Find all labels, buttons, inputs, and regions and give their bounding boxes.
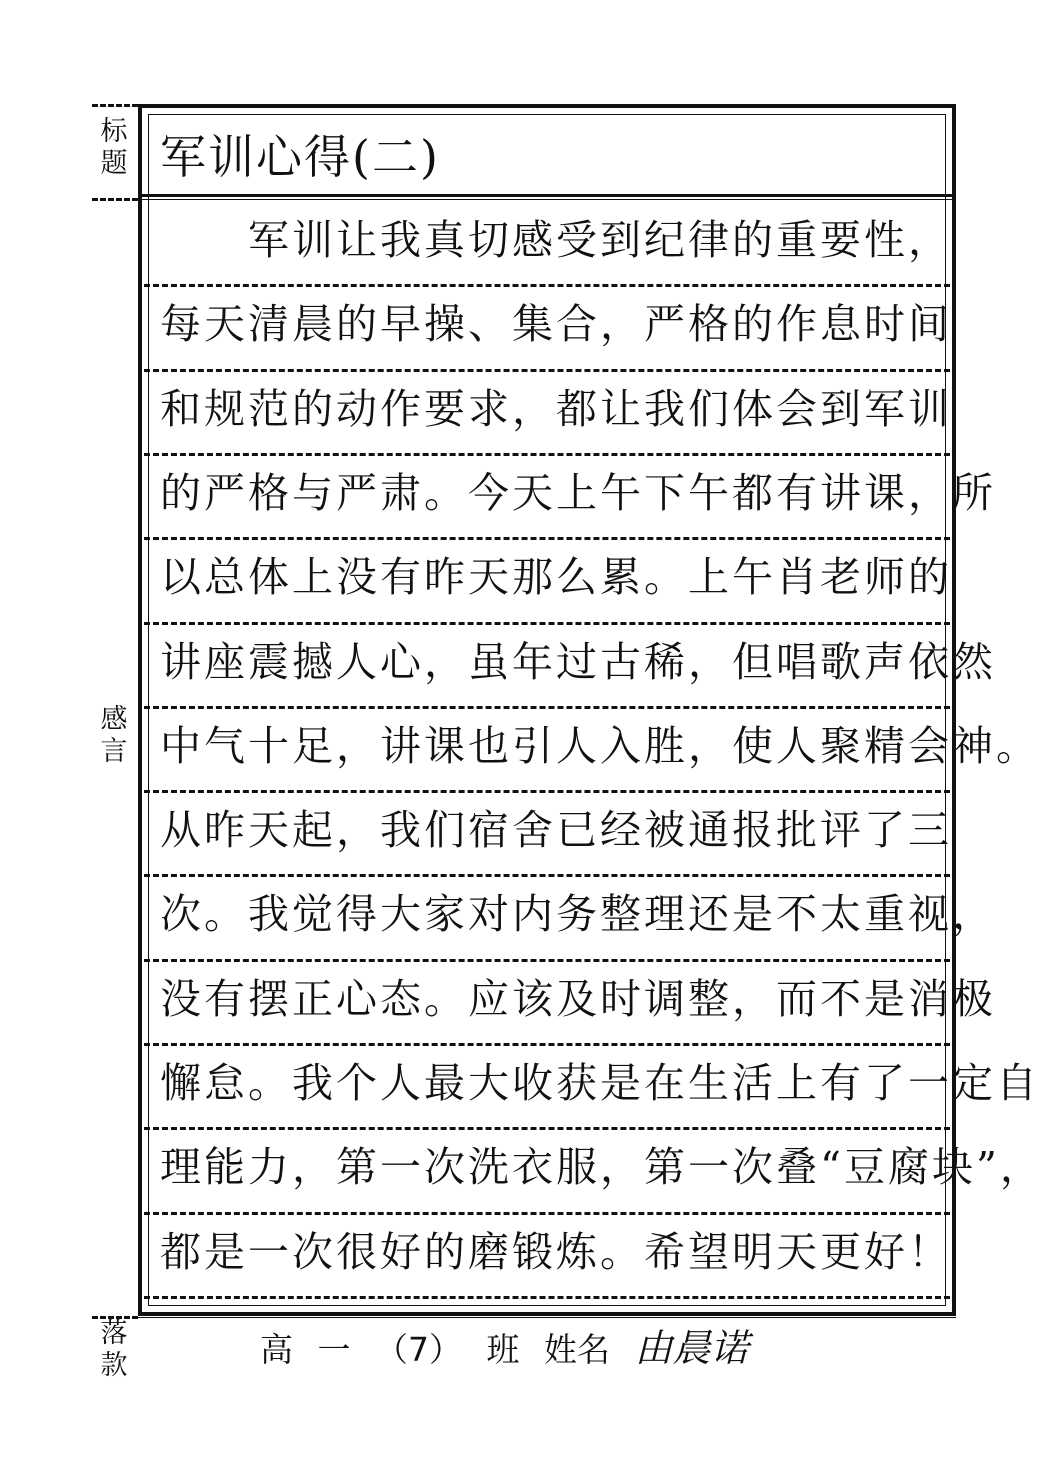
ruled-dash-line <box>144 537 950 540</box>
grade-text: 高 <box>260 1330 293 1369</box>
ruled-dash-line <box>144 1296 950 1299</box>
signature-row <box>260 1316 763 1380</box>
body-line: 中气十足，讲课也引人入胜，使人聚精会神。 <box>160 721 1040 770</box>
class-label-text: 班 <box>486 1330 520 1369</box>
body-line: 以总体上没有昨天那么累。上午肖老师的 <box>160 553 952 602</box>
title-divider <box>138 194 956 200</box>
margin-dash <box>92 104 138 107</box>
signature-section-label: 落 款 <box>100 1318 128 1381</box>
body-line: 理能力，第一次洗衣服，第一次叠“豆腐块”， <box>160 1143 1044 1192</box>
body-line: 每天清晨的早操、集合，严格的作息时间 <box>160 300 952 349</box>
body-line: 懈怠。我个人最大收获是在生活上有了一定自 <box>160 1059 1040 1107</box>
body-line: 没有摆正心态。应该及时调整，而不是消极 <box>160 974 996 1023</box>
body-line: 次。我觉得大家对内务整理还是不太重视， <box>160 890 996 939</box>
body-line: 都是一次很好的磨锻炼。希望明天更好！ <box>160 1227 952 1276</box>
ruled-dash-line <box>144 1043 950 1046</box>
title-section-label: 标 题 <box>100 116 128 179</box>
body-line: 军训让我真切感受到纪律的重要性， <box>160 216 952 264</box>
body-line: 的严格与严肃。今天上午下午都有讲课，所 <box>160 468 996 517</box>
ruled-dash-line <box>144 284 950 287</box>
essay-title: 军训心得(二) <box>160 130 440 184</box>
ruled-dash-line <box>144 790 950 793</box>
ruled-dash-line <box>144 959 950 962</box>
body-line: 从昨天起，我们宿舍已经被通报批评了三 <box>160 806 952 855</box>
name-label-text: 姓名 <box>544 1330 610 1369</box>
ruled-dash-line <box>144 874 950 877</box>
ruled-dash-line <box>144 706 950 709</box>
ruled-dash-line <box>144 622 950 625</box>
ruled-dash-line <box>144 453 950 456</box>
margin-dash <box>92 198 138 201</box>
ruled-dash-line <box>144 1212 950 1215</box>
body-line: 讲座震撼人心，虽年过古稀，但唱歌声依然 <box>160 637 996 686</box>
class-paren-text: （7） <box>375 1330 462 1369</box>
body-line: 和规范的动作要求，都让我们体会到军训 <box>160 384 952 433</box>
ruled-dash-line <box>144 1127 950 1130</box>
content-section-label: 感 言 <box>100 704 128 767</box>
student-name: 由晨诺 <box>634 1326 749 1370</box>
ruled-dash-line <box>144 369 950 372</box>
class-num-text: 一 <box>317 1330 351 1369</box>
